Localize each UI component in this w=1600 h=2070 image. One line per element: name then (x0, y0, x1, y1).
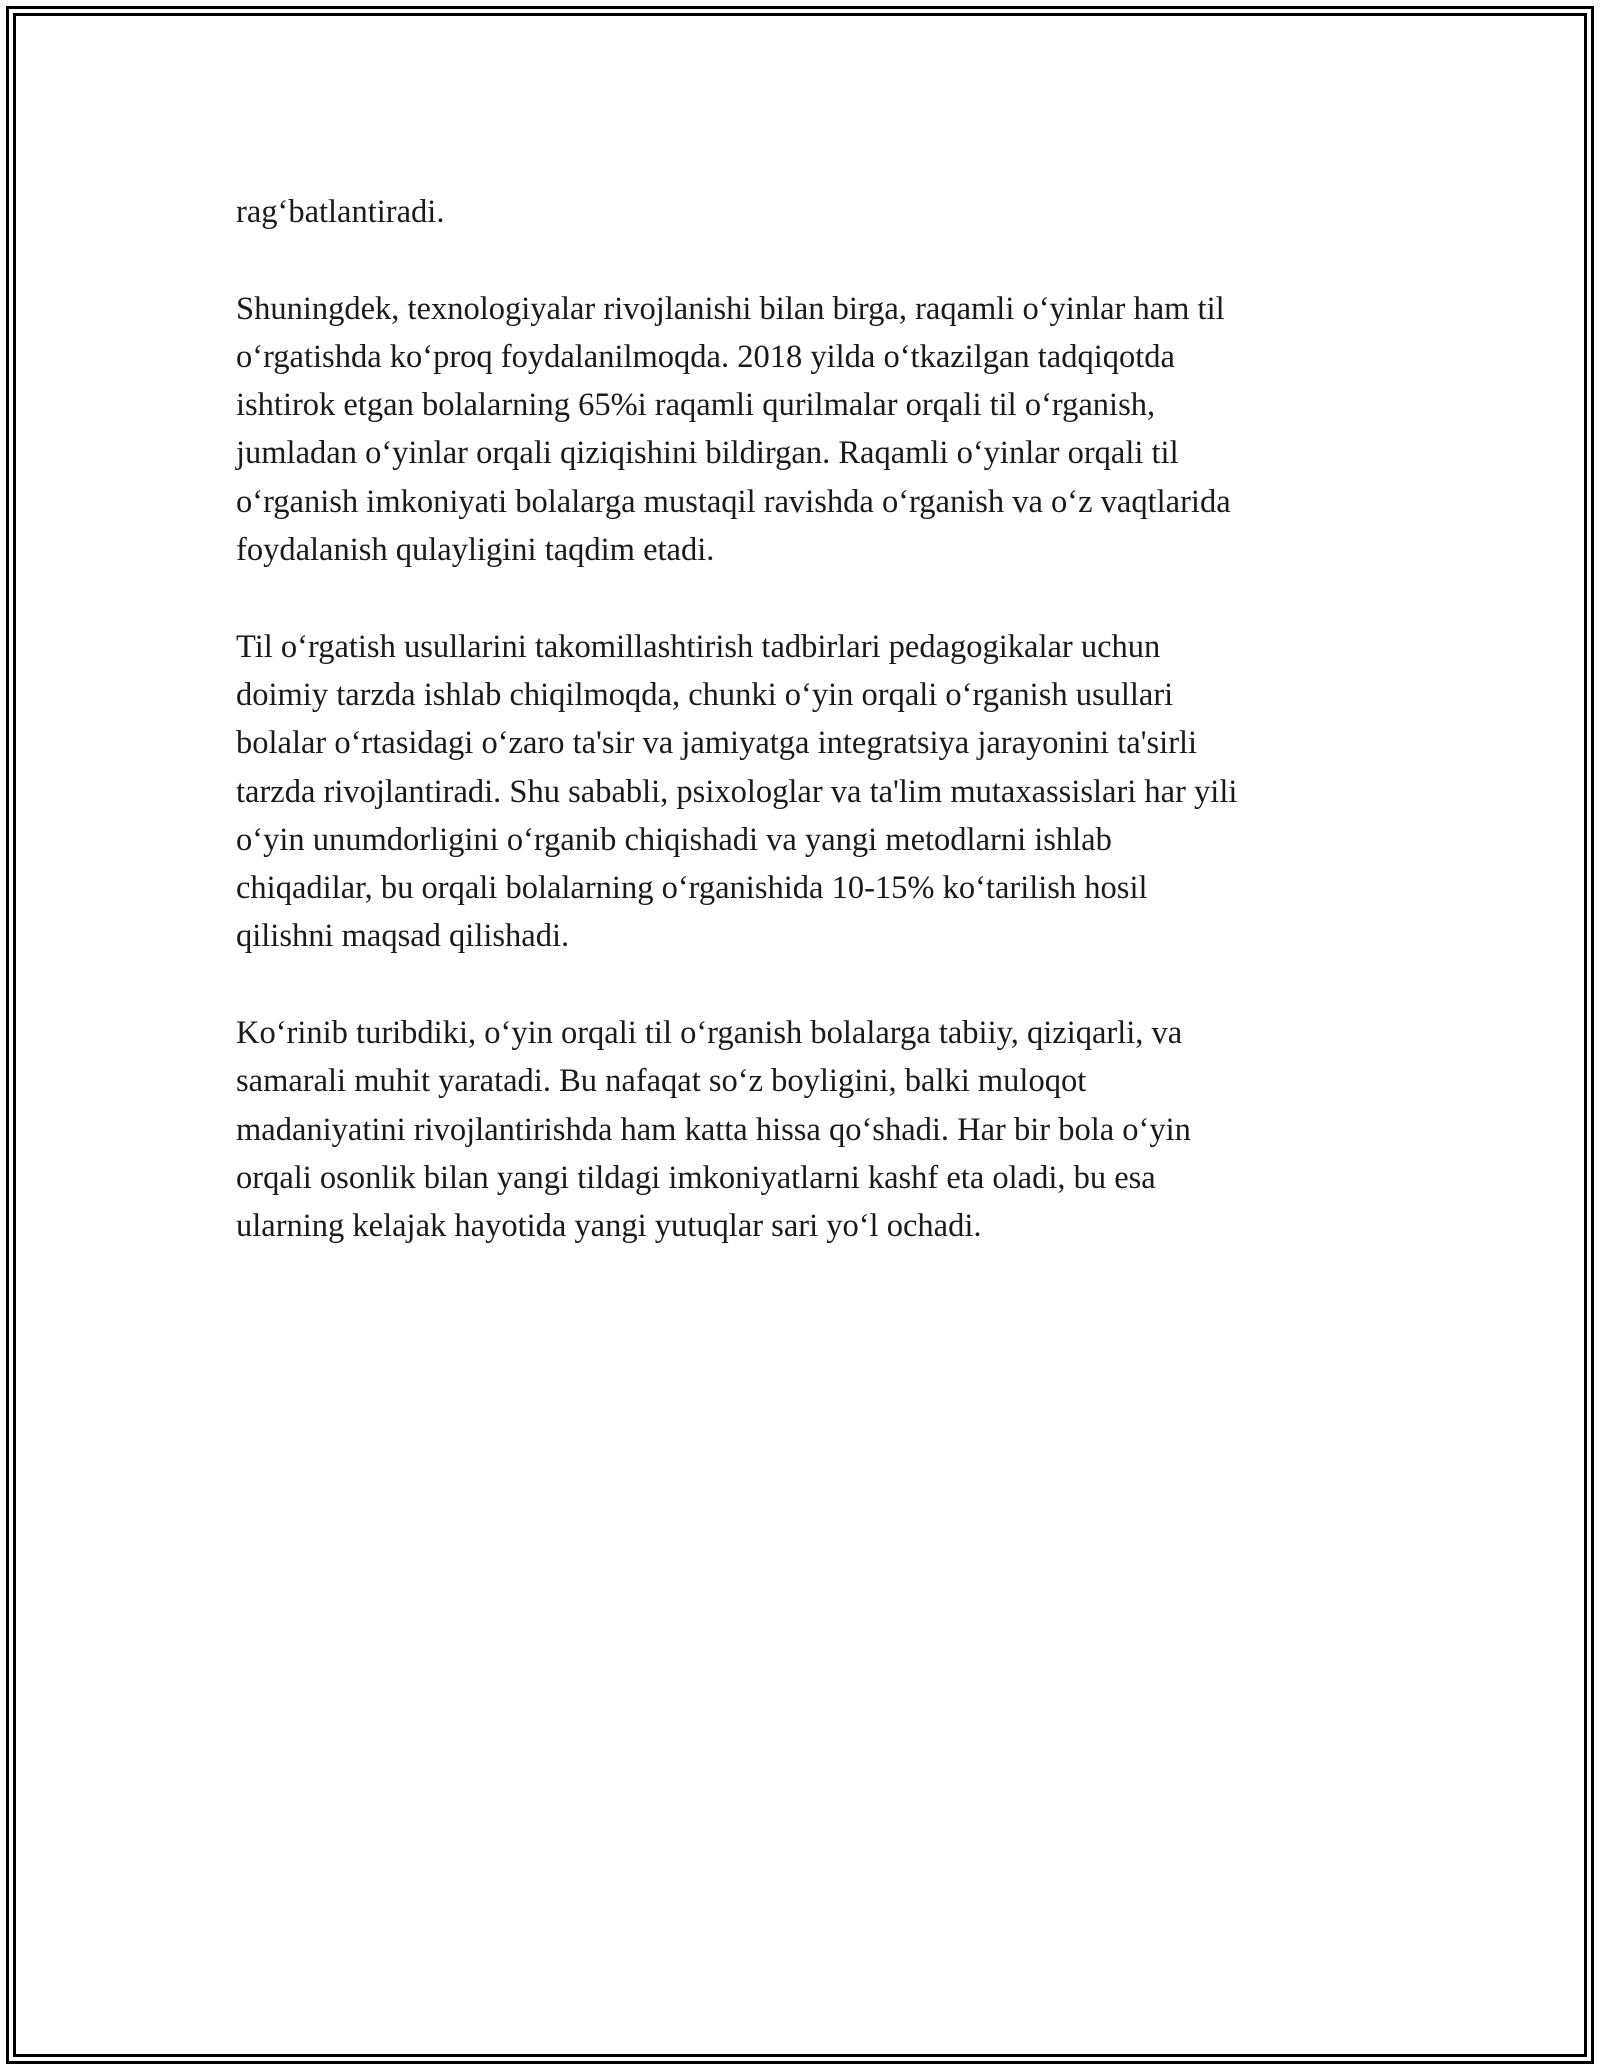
text-line: o‘rgatishda ko‘proq foydalanilmoqda. 2018 yilda o‘tkazilgan tadqiqotda (236, 338, 1175, 375)
text-line: samarali muhit yaratadi. Bu nafaqat so‘z boyligini, balki muloqot (236, 1063, 1087, 1100)
text-line: o‘yin unumdorligini o‘rganib chiqishadi va yangi metodlarni ishlab (236, 821, 1112, 858)
text-line: orqali osonlik bilan yangi tildagi imkoniyatlarni kashf eta oladi, bu esa (236, 1159, 1156, 1196)
text-line: chiqadilar, bu orqali bolalarning o‘rganishida 10-15% ko‘tarilish hosil (236, 870, 1148, 907)
text-line: Til o‘rgatish usullarini takomillashtirish tadbirlari pedagogikalar uchun (236, 628, 1161, 665)
paragraph-digital-games (236, 285, 1376, 575)
text-line: madaniyatini rivojlantirishda ham katta hissa qo‘shadi. Har bir bola o‘yin (236, 1111, 1191, 1148)
text-line: ishtirok etgan bolalarning 65%i raqamli qurilmalar orqali til o‘rganish, (236, 387, 1156, 424)
text-line: tarzda rivojlantiradi. Shu sababli, psixologlar va ta'lim mutaxassislari har yili (236, 773, 1238, 810)
paragraph-conclusion (236, 1009, 1376, 1250)
text-line: rag‘batlantiradi. (236, 194, 445, 230)
text-line: foydalanish qulayligini taqdim etadi. (236, 532, 715, 569)
text-line: o‘rganish imkoniyati bolalarga mustaqil ravishda o‘rganish va o‘z vaqtlarida (236, 483, 1231, 520)
text-line: jumladan o‘yinlar orqali qiziqishini bildirgan. Raqamli o‘yinlar orqali til (236, 435, 1179, 472)
text-line: doimiy tarzda ishlab chiqilmoqda, chunki o‘yin orqali o‘rganish usullari (236, 676, 1174, 713)
text-line: Ko‘rinib turibdiki, o‘yin orqali til o‘rganish bolalarga tabiiy, qiziqarli, va (236, 1015, 1183, 1052)
text-line: qilishni maqsad qilishadi. (236, 918, 570, 955)
paragraph-continuation (236, 188, 1376, 236)
text-line: bolalar o‘rtasidagi o‘zaro ta'sir va jamiyatga integratsiya jarayonini ta'sirli (236, 725, 1198, 762)
text-line: ularning kelajak hayotida yangi yutuqlar sari yo‘l ochadi. (236, 1208, 982, 1245)
text-line: Shuningdek, texnologiyalar rivojlanishi bilan birga, raqamli o‘yinlar ham til (236, 290, 1225, 327)
paragraph-teaching-methods (236, 623, 1376, 961)
document-body (236, 188, 1376, 1299)
